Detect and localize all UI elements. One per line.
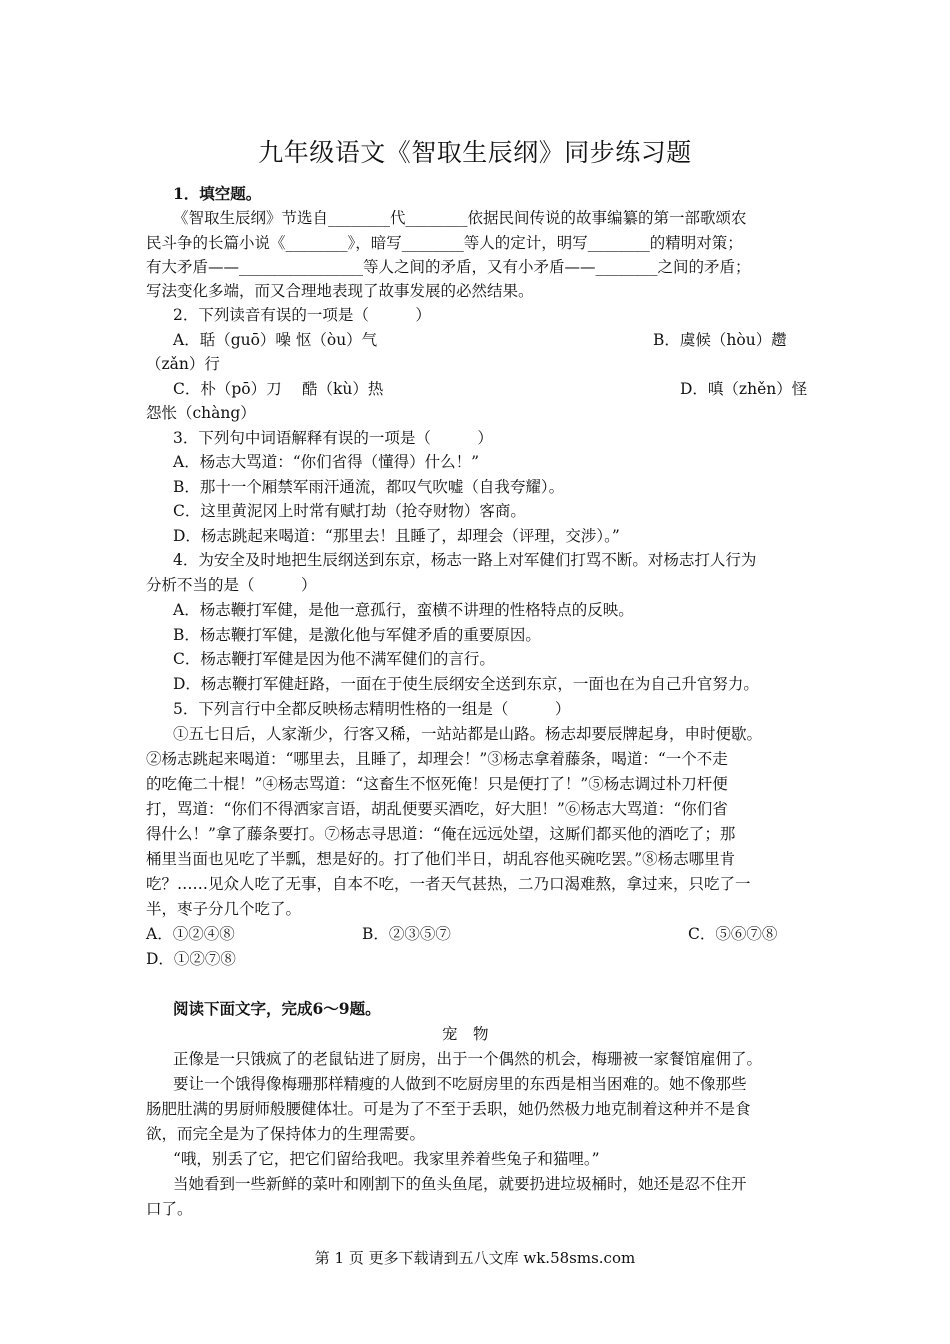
q4-option-c: C．杨志鞭打军健是因为他不满军健们的言行。	[173, 650, 495, 668]
q2-option-d: D．嗔（zhěn）怪	[680, 380, 808, 398]
q5-option-d: D．①②⑦⑧	[146, 950, 236, 968]
q5-line: 打，骂道：“你们不得洒家言语，胡乱便要买酒吃，好大胆！”⑥杨志大骂道：“你们省	[146, 800, 728, 818]
q1-heading: 1．填空题。	[173, 184, 262, 203]
reading-heading: 阅读下面文字，完成6～9题。	[173, 999, 381, 1018]
reading-title: 宠 物	[442, 1025, 489, 1043]
q1-line: 有大矛盾——________________等人之间的矛盾，又有小矛盾——________之间的矛盾；	[146, 258, 751, 276]
q5-option-a: A．①②④⑧	[146, 925, 235, 943]
q5-line: 吃？……见众人吃了无事，自本不吃，一者天气甚热，二乃口渴难熬，拿过来，只吃了一	[146, 875, 751, 893]
q4-option-b: B．杨志鞭打军健，是激化他与军健矛盾的重要原因。	[173, 626, 541, 644]
reading-line: 肠肥肚满的男厨师般腰健体壮。可是为了不至于丢职，她仍然极力地克制着这种并不是食	[146, 1100, 751, 1118]
q1-line: 《智取生辰纲》节选自________代________依据民间传说的故事编纂的第一部歌颂农	[173, 209, 747, 227]
q4-stem-cont: 分析不当的是（ ）	[146, 576, 317, 594]
q4-stem: 4．为安全及时地把生辰纲送到东京，杨志一路上对军健们打骂不断。对杨志打人行为	[173, 551, 757, 569]
q4-option-a: A．杨志鞭打军健，是他一意孤行，蛮横不讲理的性格特点的反映。	[173, 601, 634, 619]
q3-option-b: B．那十一个厢禁军雨汗通流，都叹气吹嘘（自我夸耀）。	[173, 478, 565, 496]
q2-option-c: C．朴（pō）刀 酷（kù）热	[173, 380, 384, 398]
q3-option-a: A．杨志大骂道：“你们省得（懂得）什么！”	[173, 453, 480, 471]
q5-line: 半，枣子分几个吃了。	[146, 900, 302, 918]
q5-option-b: B．②③⑤⑦	[362, 925, 451, 943]
q5-line: 的吃俺二十棍！”④杨志骂道：“这畜生不怄死俺！只是便打了！”⑤杨志调过朴刀杆便	[146, 775, 728, 793]
reading-line: 口了。	[146, 1200, 193, 1218]
q5-stem: 5．下列言行中全都反映杨志精明性格的一组是（ ）	[173, 700, 571, 718]
reading-line: 要让一个饿得像梅珊那样精瘦的人做到不吃厨房里的东西是相当困难的。她不像那些	[173, 1075, 747, 1093]
page-title: 九年级语文《智取生辰纲》同步练习题	[258, 138, 692, 167]
q5-option-c: C．⑤⑥⑦⑧	[688, 925, 778, 943]
q3-stem: 3．下列句中词语解释有误的一项是（ ）	[173, 429, 493, 447]
q5-line: 得什么！”拿了藤条要打。⑦杨志寻思道：“俺在远远处望，这厮们都买他的酒吃了；那	[146, 825, 736, 843]
reading-line: 欲，而完全是为了保持体力的生理需要。	[146, 1125, 426, 1143]
page-footer: 第 1 页 更多下载请到五八文库 wk.58sms.com	[314, 1249, 636, 1267]
q5-line: 桶里当面也见吃了半瓢，想是好的。打了他们半日，胡乱容他买碗吃罢。”⑧杨志哪里肯	[146, 850, 736, 868]
q2-stem: 2．下列读音有误的一项是（ ）	[173, 306, 431, 324]
q2-option-b-cont: （zǎn）行	[146, 355, 220, 373]
reading-line: “哦，别丢了它，把它们留给我吧。我家里养着些兔子和猫哩。”	[173, 1150, 600, 1168]
reading-line: 正像是一只饿疯了的老鼠钻进了厨房，出于一个偶然的机会，梅珊被一家餐馆雇佣了。	[173, 1050, 763, 1068]
q2-option-d-cont: 怨怅（chàng）	[146, 404, 256, 422]
q1-line: 写法变化多端，而又合理地表现了故事发展的必然结果。	[146, 282, 534, 300]
q4-option-d: D．杨志鞭打军健赶路，一面在于使生辰纲安全送到东京，一面也在为自己升官努力。	[173, 675, 759, 693]
q5-line: ①五七日后，人家渐少，行客又稀，一站站都是山路。杨志却要辰牌起身，申时便歇。	[173, 725, 763, 743]
q3-option-c: C．这里黄泥冈上时常有赋打劫（抢夺财物）客商。	[173, 502, 526, 520]
q2-option-a: A．聒（guō）噪 怄（òu）气	[173, 331, 378, 349]
reading-line: 当她看到一些新鲜的菜叶和刚割下的鱼头鱼尾，就要扔进垃圾桶时，她还是忍不住开	[173, 1175, 747, 1193]
q1-line: 民斗争的长篇小说《________》，暗写________等人的定计，明写________的精明对策；	[146, 234, 743, 252]
q5-line: ②杨志跳起来喝道：“哪里去，且睡了，却理会！”③杨志拿着藤条，喝道：“一个不走	[146, 750, 728, 768]
q2-option-b: B．虞候（hòu）趱	[653, 331, 787, 349]
q3-option-d: D．杨志跳起来喝道：“那里去！且睡了，却理会（评理，交涉）。”	[173, 527, 620, 545]
